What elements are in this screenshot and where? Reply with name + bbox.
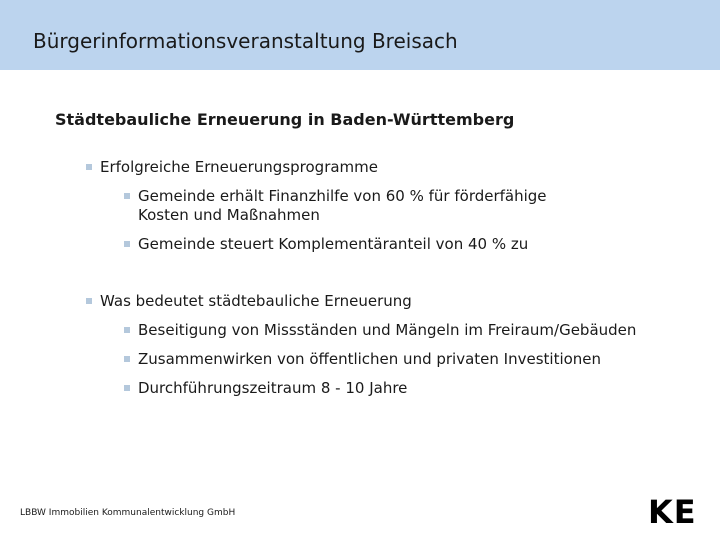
square-bullet-icon	[124, 193, 130, 199]
bullet-text: Erfolgreiche Erneuerungsprogramme	[100, 158, 379, 176]
bullet-text: Gemeinde steuert Komplementäranteil von 40 % zu	[138, 235, 529, 253]
bullet-level1	[86, 158, 686, 177]
bullet-level2	[124, 350, 684, 369]
bullet-text: Was bedeutet städtebauliche Erneuerung	[100, 292, 412, 310]
bullet-text: Beseitigung von Missständen und Mängeln im Freiraum/Gebäuden	[138, 321, 637, 339]
bullet-text: Gemeinde erhält Finanzhilfe von 60 % für förderfähige Kosten und Maßnahmen	[138, 187, 547, 224]
bullet-level2	[124, 235, 684, 254]
slide-heading: Städtebauliche Erneuerung in Baden-Württemberg	[55, 110, 515, 129]
bullet-level1	[86, 292, 686, 311]
slide-title: Bürgerinformationsveranstaltung Breisach	[33, 29, 458, 53]
square-bullet-icon	[124, 241, 130, 247]
square-bullet-icon	[124, 385, 130, 391]
bullet-level2	[124, 379, 684, 398]
square-bullet-icon	[124, 327, 130, 333]
footer-company: LBBW Immobilien Kommunalentwicklung GmbH	[20, 508, 236, 518]
square-bullet-icon	[86, 164, 92, 170]
bullet-level2	[124, 321, 684, 340]
square-bullet-icon	[86, 298, 92, 304]
bullet-text: Zusammenwirken von öffentlichen und privaten Investitionen	[138, 350, 602, 368]
bullet-text: Durchführungszeitraum 8 - 10 Jahre	[138, 379, 408, 397]
bullet-level2	[124, 187, 594, 225]
square-bullet-icon	[124, 356, 130, 362]
ke-logo: KE	[648, 493, 697, 531]
